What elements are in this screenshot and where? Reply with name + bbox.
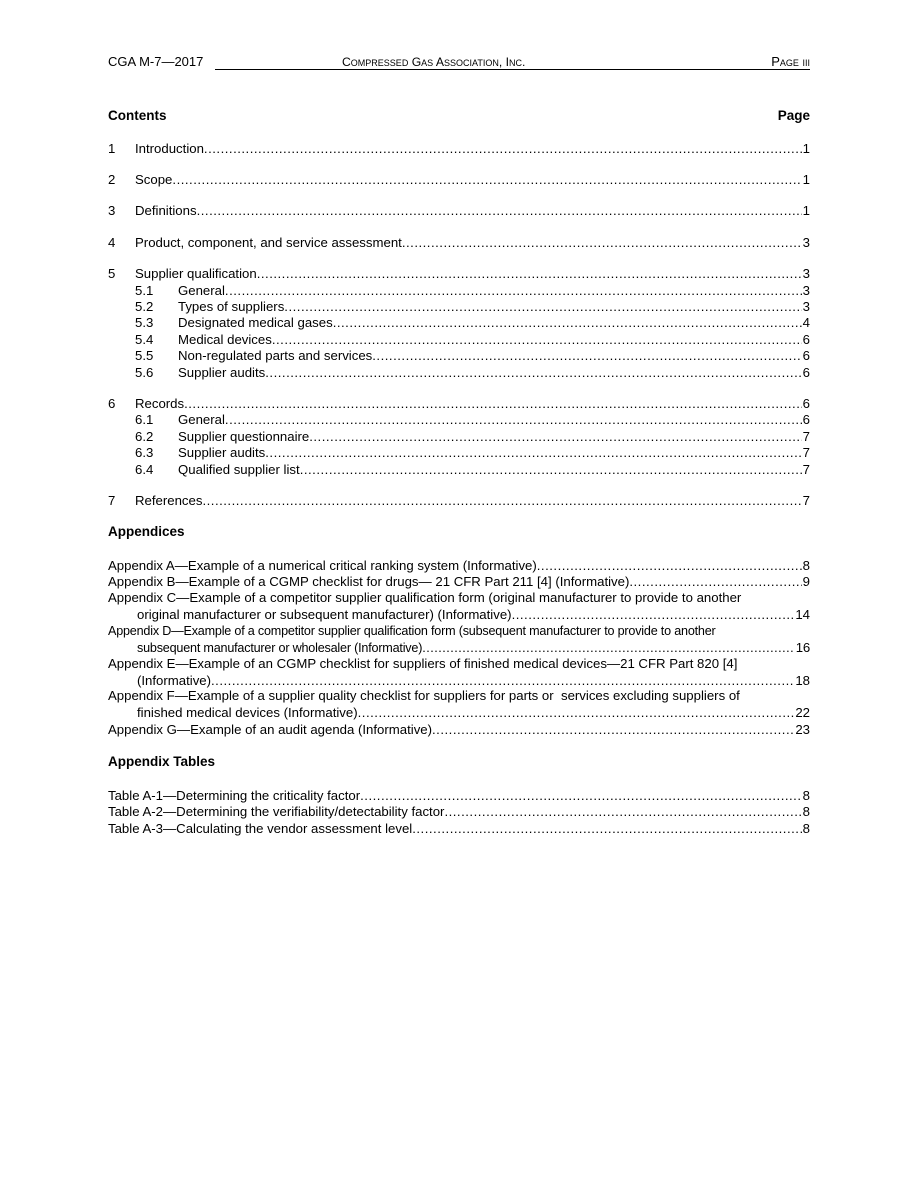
toc-number: 6.4 bbox=[135, 462, 154, 477]
toc-leader bbox=[284, 298, 801, 315]
toc-entry-5-1[interactable] bbox=[108, 282, 810, 299]
toc-number: 6.1 bbox=[135, 412, 154, 427]
toc-page: 18 bbox=[795, 672, 810, 688]
toc-number: 3 bbox=[108, 203, 116, 218]
toc-entry-5-2[interactable] bbox=[108, 298, 810, 315]
toc-number: 5.5 bbox=[135, 348, 154, 363]
toc-page: 7 bbox=[802, 429, 810, 444]
toc-title: Supplier qualification bbox=[135, 266, 257, 281]
toc-number: 1 bbox=[108, 141, 116, 156]
toc-page: 3 bbox=[802, 235, 810, 250]
toc-leader bbox=[512, 607, 795, 624]
toc-leader bbox=[432, 721, 794, 738]
toc-page: 6 bbox=[802, 332, 810, 347]
toc-leader bbox=[444, 803, 801, 820]
toc-page: 1 bbox=[802, 141, 810, 156]
appendix-entry-c[interactable] bbox=[108, 590, 810, 623]
toc-entry-5[interactable] bbox=[108, 265, 810, 282]
toc-title: Appendix G—Example of an audit agenda (Informative) bbox=[108, 722, 433, 737]
header-rule bbox=[215, 69, 810, 70]
toc-number: 6 bbox=[108, 396, 116, 411]
toc-number: 5.6 bbox=[135, 365, 154, 380]
toc-number: 5.1 bbox=[135, 283, 154, 298]
publisher-name: Compressed Gas Association, Inc. bbox=[342, 55, 526, 69]
toc-title: Introduction bbox=[135, 141, 204, 156]
toc-page: 22 bbox=[795, 704, 810, 720]
appendix-title-line2: (Informative) bbox=[137, 672, 212, 688]
appendix-entry-b[interactable] bbox=[108, 573, 810, 590]
toc-title: Table A-2—Determining the verifiability/detectability factor bbox=[108, 804, 445, 819]
toc-entry-6-2[interactable] bbox=[108, 428, 810, 445]
toc-page: 6 bbox=[802, 412, 810, 427]
toc-entry-7[interactable] bbox=[108, 492, 810, 509]
toc-number: 6.3 bbox=[135, 445, 154, 460]
toc-page: 7 bbox=[802, 462, 810, 477]
toc-page: 7 bbox=[802, 493, 810, 508]
toc-entry-6-4[interactable] bbox=[108, 461, 810, 478]
appendix-title-line2: finished medical devices (Informative) bbox=[137, 704, 358, 720]
toc-title: Supplier audits bbox=[178, 445, 266, 460]
toc-leader bbox=[172, 171, 801, 188]
toc-number: 2 bbox=[108, 172, 116, 187]
table-entry-a3[interactable] bbox=[108, 820, 810, 837]
appendix-entry-d[interactable] bbox=[108, 623, 810, 656]
toc-number: 5.2 bbox=[135, 299, 154, 314]
appendix-title-line1: Appendix F—Example of a supplier quality checklist for suppliers for parts or services excluding suppliers of bbox=[108, 688, 740, 703]
toc-title: Supplier questionnaire bbox=[178, 429, 310, 444]
toc-leader bbox=[629, 573, 801, 590]
toc-title: Scope bbox=[135, 172, 173, 187]
toc-title: Product, component, and service assessment bbox=[135, 235, 402, 250]
toc-leader bbox=[272, 331, 802, 348]
appendix-title-line2: original manufacturer or subsequent manufacturer) (Informative) bbox=[137, 606, 512, 622]
toc-title: Non-regulated parts and services bbox=[178, 348, 373, 363]
toc-page: 23 bbox=[795, 722, 810, 737]
toc-leader bbox=[202, 492, 801, 509]
toc-entry-6[interactable] bbox=[108, 395, 810, 412]
appendix-title-line1: Appendix D—Example of a competitor supplier qualification form (subsequent manufacturer to provide to another bbox=[108, 624, 716, 638]
toc-page: 4 bbox=[802, 315, 810, 330]
toc-title: Records bbox=[135, 396, 185, 411]
toc-title: General bbox=[178, 412, 225, 427]
toc-page: 9 bbox=[802, 574, 810, 589]
toc-leader bbox=[358, 705, 795, 722]
page-column-label: Page bbox=[777, 108, 810, 123]
toc-entry-3[interactable] bbox=[108, 202, 810, 219]
toc-entry-5-6[interactable] bbox=[108, 364, 810, 381]
toc-leader bbox=[211, 673, 794, 690]
toc-page: 3 bbox=[802, 266, 810, 281]
toc-title: Table A-1—Determining the criticality factor bbox=[108, 788, 361, 803]
toc-page: 6 bbox=[802, 365, 810, 380]
toc-page: 14 bbox=[795, 606, 810, 622]
toc-number: 7 bbox=[108, 493, 116, 508]
table-entry-a2[interactable] bbox=[108, 803, 810, 820]
toc-leader bbox=[309, 428, 801, 445]
toc-title: General bbox=[178, 283, 225, 298]
toc-title: Designated medical gases bbox=[178, 315, 333, 330]
toc-entry-6-1[interactable] bbox=[108, 411, 810, 428]
toc-leader bbox=[204, 140, 802, 157]
toc-title: Supplier audits bbox=[178, 365, 266, 380]
toc-entry-2[interactable] bbox=[108, 171, 810, 188]
toc-entry-4[interactable] bbox=[108, 234, 810, 251]
toc-page: 8 bbox=[802, 788, 810, 803]
appendix-entry-f[interactable] bbox=[108, 688, 810, 721]
toc-page: 1 bbox=[802, 203, 810, 218]
toc-number: 5 bbox=[108, 266, 116, 281]
toc-title: Qualified supplier list bbox=[178, 462, 300, 477]
toc-number: 5.4 bbox=[135, 332, 154, 347]
toc-number: 6.2 bbox=[135, 429, 154, 444]
toc-page: 3 bbox=[802, 299, 810, 314]
toc-page: 7 bbox=[802, 445, 810, 460]
appendix-entry-a[interactable] bbox=[108, 557, 810, 574]
toc-entry-5-3[interactable] bbox=[108, 314, 810, 331]
toc-title: Appendix A—Example of a numerical critical ranking system (Informative) bbox=[108, 558, 537, 573]
appendix-title-line2: subsequent manufacturer or wholesaler (Informative) bbox=[137, 640, 423, 655]
toc-entry-5-5[interactable] bbox=[108, 347, 810, 364]
toc-leader bbox=[412, 820, 801, 837]
toc-title: References bbox=[135, 493, 203, 508]
toc-leader bbox=[537, 557, 802, 574]
toc-entry-6-3[interactable] bbox=[108, 444, 810, 461]
toc-leader bbox=[402, 234, 802, 251]
toc-leader bbox=[184, 395, 802, 412]
contents-heading: Contents bbox=[108, 108, 167, 123]
appendices-heading: Appendices bbox=[108, 524, 185, 539]
appendix-entry-g[interactable] bbox=[108, 721, 810, 738]
toc-page: 3 bbox=[802, 283, 810, 298]
toc-leader bbox=[422, 640, 795, 657]
toc-entry-1[interactable] bbox=[108, 140, 810, 157]
toc-leader bbox=[197, 202, 802, 219]
toc-leader bbox=[265, 364, 801, 381]
toc-entry-5-4[interactable] bbox=[108, 331, 810, 348]
toc-leader bbox=[372, 347, 801, 364]
toc-page: 6 bbox=[802, 396, 810, 411]
toc-leader bbox=[265, 444, 801, 461]
toc-number: 4 bbox=[108, 235, 116, 250]
toc-page: 6 bbox=[802, 348, 810, 363]
toc-page: 1 bbox=[802, 172, 810, 187]
toc-title: Definitions bbox=[135, 203, 197, 218]
toc-page: 8 bbox=[802, 558, 810, 573]
appendix-title-line1: Appendix E—Example of an CGMP checklist for suppliers of finished medical devices—21 CFR Part 820 [4] bbox=[108, 656, 738, 671]
toc-page: 8 bbox=[802, 821, 810, 836]
page-number: Page iii bbox=[771, 54, 810, 69]
toc-title: Table A-3—Calculating the vendor assessment level bbox=[108, 821, 413, 836]
toc-leader bbox=[225, 411, 802, 428]
toc-leader bbox=[333, 314, 802, 331]
toc-title: Appendix B—Example of a CGMP checklist for drugs— 21 CFR Part 211 [4] (Informative) bbox=[108, 574, 630, 589]
toc-page: 16 bbox=[795, 639, 810, 655]
document-id: CGA M-7—2017 bbox=[108, 54, 204, 69]
toc-leader bbox=[257, 265, 802, 282]
contents-heading-row bbox=[108, 108, 810, 123]
toc-title: Medical devices bbox=[178, 332, 272, 347]
appendix-tables-heading: Appendix Tables bbox=[108, 754, 216, 769]
appendix-title-line1: Appendix C—Example of a competitor supplier qualification form (original manufacturer to provide to another bbox=[108, 590, 742, 605]
toc-page: 8 bbox=[802, 804, 810, 819]
appendix-entry-e[interactable] bbox=[108, 656, 810, 689]
toc-leader bbox=[300, 461, 802, 478]
toc-title: Types of suppliers bbox=[178, 299, 285, 314]
toc-number: 5.3 bbox=[135, 315, 154, 330]
toc-leader bbox=[360, 787, 802, 804]
table-entry-a1[interactable] bbox=[108, 787, 810, 804]
toc-leader bbox=[225, 282, 802, 299]
